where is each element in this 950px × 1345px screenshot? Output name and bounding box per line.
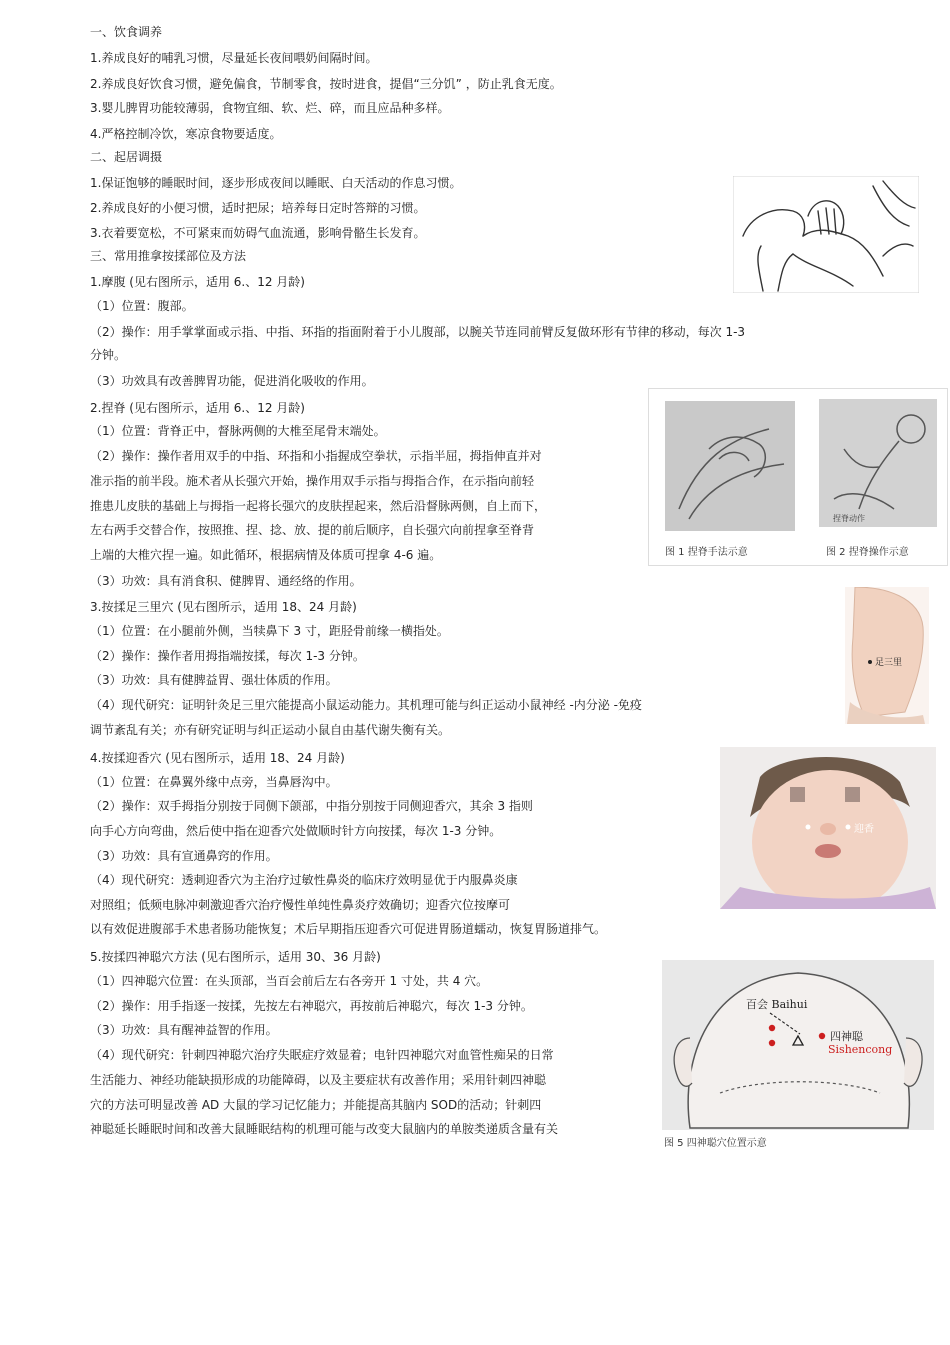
sishencong-head-diagram (660, 958, 936, 1148)
text-line: （1）位置：在小腿前外侧，当犊鼻下 3 寸，距胫骨前缘一横指处。 (90, 624, 449, 638)
subsection-heading-sishencong: 5.按揉四神聪穴方法 (见右图所示，适用 30、36 月龄) (90, 950, 381, 964)
text-line: 1.保证饱够的睡眠时间，逐步形成夜间以睡眠、白天活动的作息习惯。 (90, 176, 462, 190)
text-line: 2.养成良好饮食习惯，避免偏食，节制零食，按时进食，提倡“三分饥” ，防止乳食无度。 (90, 77, 562, 91)
text-line: （2）操作：双手拇指分别按于同侧下颌部，中指分别按于同侧迎香穴，其余 3 指则 (90, 799, 533, 813)
text-line: （1）位置：腹部。 (90, 299, 194, 313)
text-line: 对照组；低频电脉冲刺激迎香穴治疗慢性单纯性鼻炎疗效确切；迎香穴位按摩可 (90, 898, 511, 912)
text-line: （2）操作：操作者用双手的中指、环指和小指握成空拳状，示指半屈，拇指伸直并对 (90, 449, 542, 463)
text-line: （1）位置：背脊正中，督脉两侧的大椎至尾骨末端处。 (90, 424, 386, 438)
text-line: 3.婴儿脾胃功能较薄弱，食物宜细、软、烂、碎，而且应品种多样。 (90, 101, 450, 115)
zusanli-label: 足三里 (875, 658, 903, 668)
section-heading-massage: 三、常用推拿按揉部位及方法 (90, 249, 247, 263)
subsection-heading-zusanli: 3.按揉足三里穴 (见右图所示，适用 18、24 月龄) (90, 600, 357, 614)
subsection-heading-spine-pinching: 2.捏脊 (见右图所示，适用 6.、12 月龄) (90, 401, 305, 415)
text-line: 向手心方向弯曲，然后使中指在迎香穴处做顺时针方向按揉，每次 1-3 分钟。 (90, 824, 502, 838)
yingxiang-label: 迎香 (854, 824, 874, 835)
text-line: 穴的方法可明显改善 AD 大鼠的学习记忆能力；并能提高其脑内 SOD的活动；针刺四 (90, 1098, 542, 1112)
sishencong-label-cn: 四神聪 (830, 1030, 863, 1043)
text-line: （4）现代研究：透刺迎香穴为主治疗过敏性鼻炎的临床疗效明显优于内服鼻炎康 (90, 873, 518, 887)
text-line: （4）现代研究：证明针灸足三里穴能提高小鼠运动能力。其机理可能与纠正运动小鼠神经 -内分泌 -免疫 (90, 698, 642, 712)
text-line: 以有效促进腹部手术患者肠功能恢复；术后早期指压迎香穴可促进胃肠道蠕动，恢复胃肠道排气。 (90, 922, 607, 936)
text-line: 分钟。 (90, 348, 127, 362)
yingxiang-face-photo (720, 747, 936, 909)
text-line: 神聪延长睡眠时间和改善大鼠睡眠结构的机理可能与改变大鼠脑内的单胺类递质含量有关 (90, 1122, 559, 1136)
text-line: 左右两手交替合作，按照推、捏、捻、放、提的前后顺序，自长强穴向前捏拿至脊背 (90, 523, 535, 537)
text-line: （3）功效：具有宣通鼻窍的作用。 (90, 849, 278, 863)
text-line: （1）四神聪穴位置：在头顶部，当百会前后左右各旁开 1 寸处，共 4 穴。 (90, 974, 489, 988)
figure-5-caption: 图 5 四神聪穴位置示意 (664, 1138, 767, 1148)
section-heading-diet: 一、饮食调养 (90, 25, 163, 39)
subsection-heading-yingxiang: 4.按揉迎香穴 (见右图所示，适用 18、24 月龄) (90, 751, 345, 765)
text-line: 上端的大椎穴捏一遍。如此循环，根据病情及体质可捏拿 4-6 遍。 (90, 548, 442, 562)
spine-pinching-figure-panel (648, 388, 948, 566)
text-line: 调节紊乱有关；亦有研究证明与纠正运动小鼠自由基代谢失衡有关。 (90, 723, 451, 737)
zusanli-leg-photo (845, 587, 929, 724)
text-line: 2.养成良好的小便习惯，适时把尿；培养每日定时答辩的习惯。 (90, 201, 426, 215)
spine-photo-inner-label: 捏脊动作 (833, 514, 865, 523)
subsection-heading-abdomen: 1.摩腹 (见右图所示，适用 6.、12 月龄) (90, 275, 305, 289)
abdomen-massage-illustration (733, 176, 919, 293)
text-line: （3）功效：具有醒神益智的作用。 (90, 1023, 278, 1037)
text-line: （4）现代研究：针刺四神聪穴治疗失眠症疗效显着；电针四神聪穴对血管性痴呆的日常 (90, 1048, 554, 1062)
text-line: 生活能力、神经功能缺损形成的功能障碍，以及主要症状有改善作用；采用针刺四神聪 (90, 1073, 547, 1087)
text-line: （3）功效：具有健脾益胃、强壮体质的作用。 (90, 673, 338, 687)
text-line: （3）功效：具有消食积、健脾胃、通经络的作用。 (90, 574, 362, 588)
text-line: 3.衣着要宽松，不可紧束而妨碍气血流通，影响骨骼生长发育。 (90, 226, 426, 240)
baihui-label: 百会 Baihui (746, 998, 808, 1011)
text-line: 4.严格控制冷饮，寒凉食物要适度。 (90, 127, 282, 141)
text-line: （2）操作：用手掌掌面或示指、中指、环指的指面附着于小儿腹部，以腕关节连同前臂反复做环形有节律的移动，每次 1-3 (90, 325, 746, 339)
sishencong-label-en: Sishencong (828, 1043, 893, 1056)
text-line: （1）位置：在鼻翼外缘中点旁，当鼻唇沟中。 (90, 775, 338, 789)
text-line: （2）操作：操作者用拇指端按揉，每次 1-3 分钟。 (90, 649, 365, 663)
text-line: 推患儿皮肤的基础上与拇指一起将长强穴的皮肤捏起来，然后沿督脉两侧，自上而下， (90, 499, 547, 513)
text-line: （2）操作：用手指逐一按揉，先按左右神聪穴，再按前后神聪穴，每次 1-3 分钟。 (90, 999, 533, 1013)
figure-2-caption: 图 2 捏脊操作示意 (826, 547, 909, 558)
section-heading-daily-life: 二、起居调摄 (90, 150, 163, 164)
figure-1-caption: 图 1 捏脊手法示意 (665, 547, 748, 558)
text-line: 1.养成良好的哺乳习惯，尽量延长夜间喂奶间隔时间。 (90, 51, 378, 65)
text-line: （3）功效具有改善脾胃功能，促进消化吸收的作用。 (90, 374, 374, 388)
text-line: 准示指的前半段。施术者从长强穴开始，操作用双手示指与拇指合作，在示指向前轻 (90, 474, 535, 488)
